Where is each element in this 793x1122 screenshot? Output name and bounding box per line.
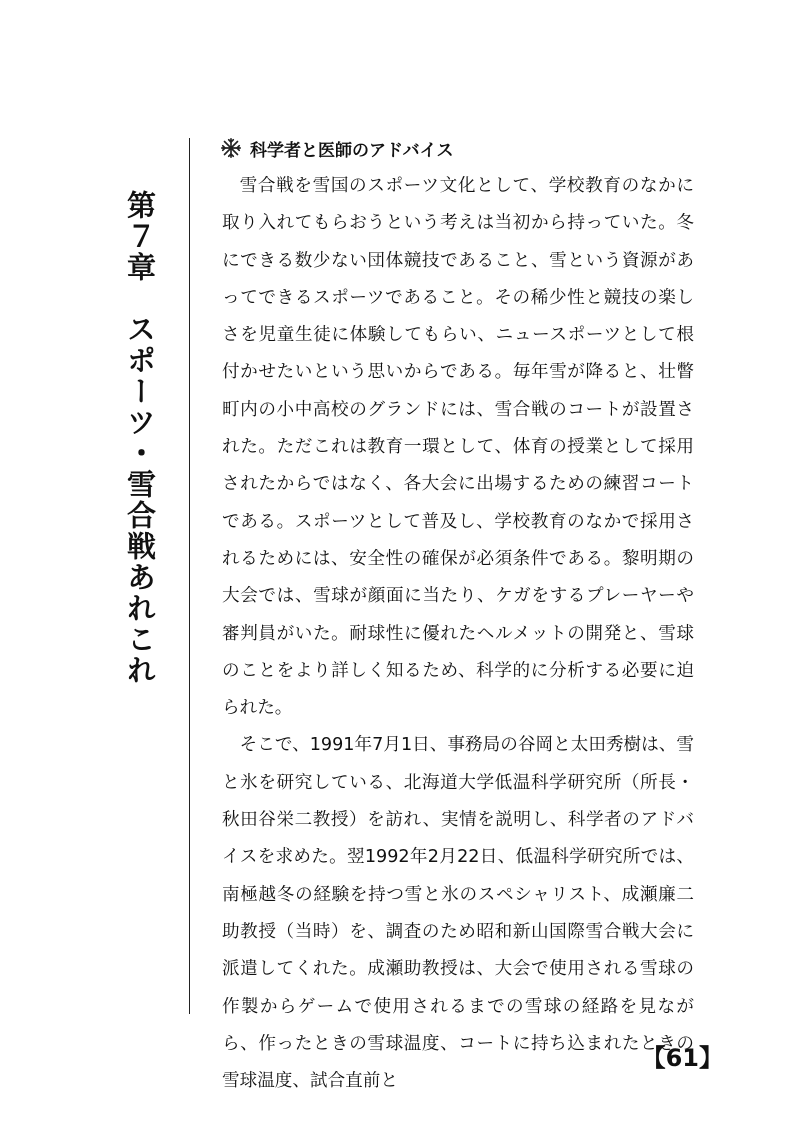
paragraph-2: そこで、1991年7月1日、事務局の谷岡と太田秀樹は、雪と氷を研究している、北海道大学低温科学研究所（所長・秋田谷栄二教授）を訪れ、実情を説明し、科学者のアドバイスを求めた。翌1992年2月22日、低温科学研究所では、南極越冬の経験を持つ雪と氷のスペシャリスト、成瀬廉二助教授（当時）を、調査のため昭和新山国際雪合戦大会に派遣してくれた。成瀬助教授は、大会で使用される雪球の作製からゲームで使用されるまでの雪球の経路を見ながら、作ったときの雪球温度、コートに持ち込まれたときの雪球温度、試合直前と [222,735,694,1092]
body-text [222,168,694,1100]
page-number: 【61】 [641,1044,723,1072]
section-heading [220,135,454,161]
section-heading-text: 科学者と医師のアドバイス [250,140,454,161]
snowflake-icon [220,137,242,159]
chapter-title: 第７章 スポーツ・雪合戦あれこれ [123,190,157,686]
vertical-divider [189,138,190,1014]
paragraph-1: 雪合戦を雪国のスポーツ文化として、学校教育のなかに取り入れてもらおうという考えは当初から持っていた。冬にできる数少ない団体競技であること、雪という資源があってできるスポーツであること。その稀少性と競技の楽しさを児童生徒に体験してもらい、ニュースポーツとして根付かせたいという思いからである。毎年雪が降ると、壮瞥町内の小中高校のグランドには、雪合戦のコートが設置された。ただこれは教育一環として、体育の授業として採用されたからではなく、各大会に出場するための練習コートである。スポーツとして普及し、学校教育のなかで採用されるためには、安全性の確保が必須条件である。黎明期の大会では、雪球が顔面に当たり、ケガをするプレーヤーや審判員がいた。耐球性に優れたヘルメットの開発と、雪球のことをより詳しく知るため、科学的に分析する必要に迫られた。 [222,176,694,719]
